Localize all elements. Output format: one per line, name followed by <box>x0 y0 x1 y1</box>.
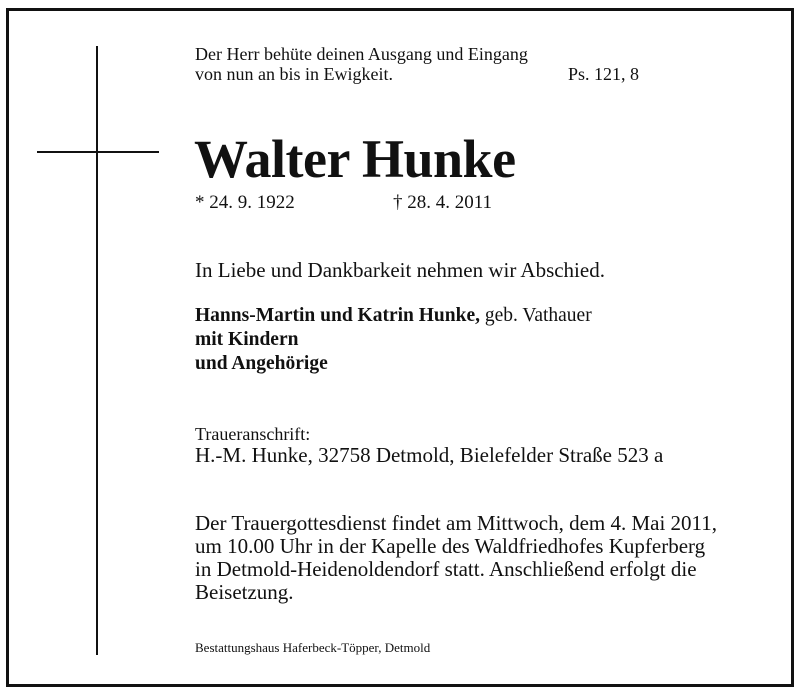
undertaker-credit: Bestattungshaus Haferbeck-Töpper, Detmold <box>195 640 431 655</box>
birth-date: * 24. 9. 1922 <box>195 192 295 213</box>
mourners-maiden-name: geb. Vathauer <box>479 305 592 326</box>
verse-line-2: von nun an bis in Ewigkeit. <box>195 64 393 84</box>
cross-vertical-bar <box>96 46 98 655</box>
death-date: † 28. 4. 2011 <box>393 192 493 213</box>
deceased-name: Walter Hunke <box>194 129 516 189</box>
verse-line-1: Der Herr behüte deinen Ausgang und Eingang <box>195 44 528 64</box>
service-line-1: Der Trauergottesdienst findet am Mittwoch, dem 4. Mai 2011, <box>195 511 718 535</box>
mourners-names: Hanns-Martin und Katrin Hunke, <box>195 305 480 326</box>
farewell-text: In Liebe und Dankbarkeit nehmen wir Abschied. <box>195 258 605 282</box>
bible-verse <box>195 44 528 84</box>
verse-reference: Ps. 121, 8 <box>568 64 640 84</box>
mourners-line-1 <box>195 304 592 328</box>
service-line-2: um 10.00 Uhr in der Kapelle des Waldfriedhofes Kupferberg <box>195 534 706 558</box>
mourners-block <box>195 304 592 376</box>
service-line-3: in Detmold-Heidenoldendorf statt. Anschließend erfolgt die <box>195 557 697 581</box>
address-label: Traueranschrift: <box>195 424 311 444</box>
address-value: H.-M. Hunke, 32758 Detmold, Bielefelder Straße 523 a <box>195 443 664 467</box>
funeral-service-text <box>195 512 717 604</box>
mourners-line-3: und Angehörige <box>195 353 328 374</box>
mourners-line-2: mit Kindern <box>195 329 299 350</box>
cross-horizontal-bar <box>37 151 159 153</box>
service-line-4: Beisetzung. <box>195 580 294 604</box>
